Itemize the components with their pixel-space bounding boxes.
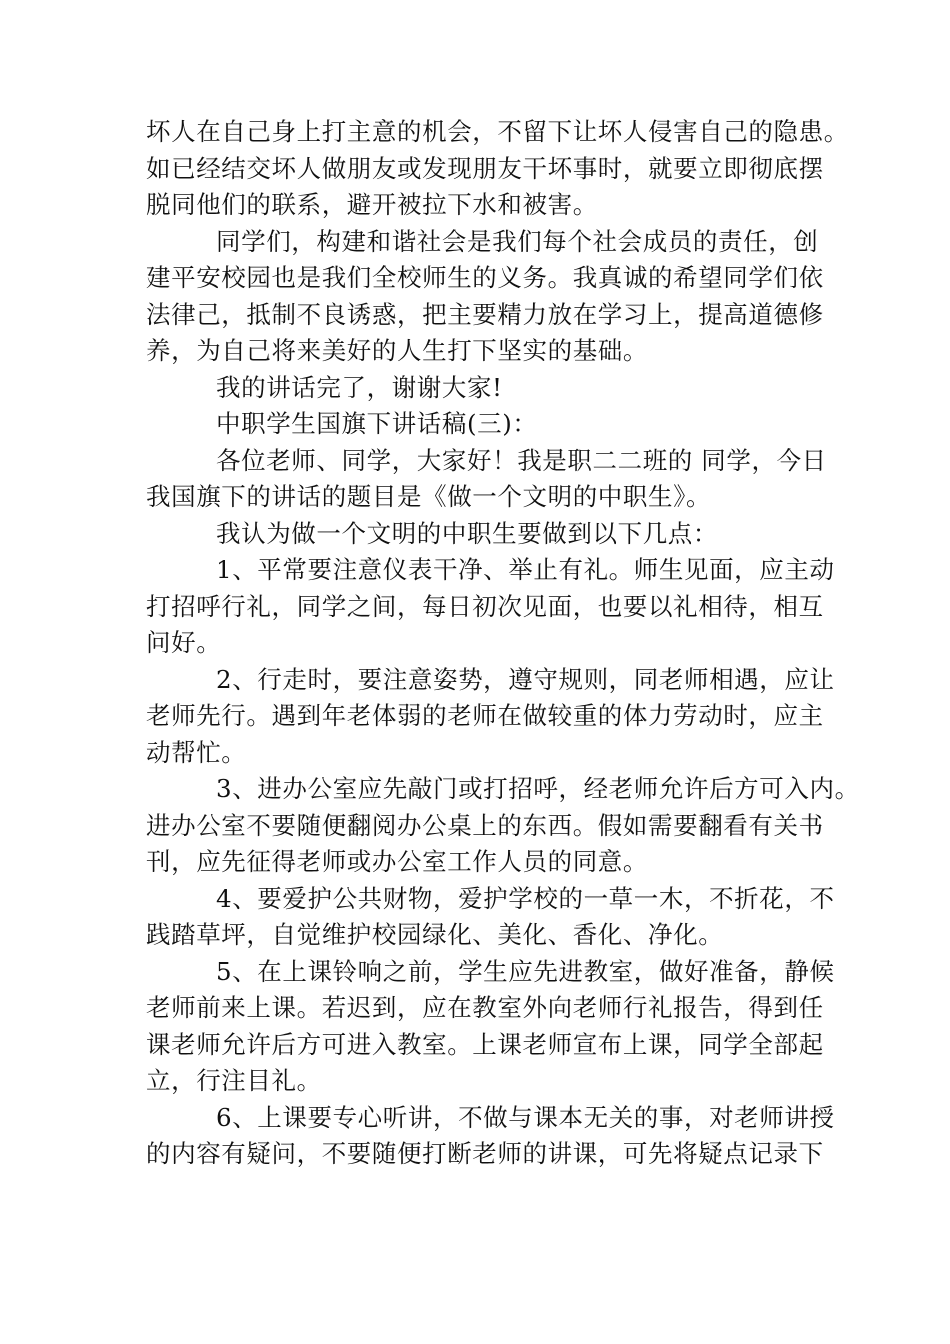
text-line: 问好。 bbox=[146, 628, 222, 657]
text-line: 的内容有疑问，不要随便打断老师的讲课，可先将疑点记录下 bbox=[146, 1139, 824, 1168]
text-line: 如已经结交坏人做朋友或发现朋友干坏事时，就要立即彻底摆 bbox=[146, 153, 824, 183]
text-line: 法律己，抵制不良诱惑，把主要精力放在学习上，提高道德修 bbox=[146, 299, 824, 329]
text-line: 5、在上课铃响之前，学生应先进教室，做好准备，静候 bbox=[216, 956, 835, 986]
paragraph bbox=[146, 552, 835, 662]
paragraph bbox=[146, 1100, 835, 1173]
text-line: 各位老师、同学，大家好！我是职二二班的 同学，今日 bbox=[216, 445, 827, 475]
text-line: 打招呼行礼，同学之间，每日初次见面，也要以礼相待，相互 bbox=[146, 591, 824, 621]
document-page bbox=[146, 114, 860, 1173]
text-line: 立，行注目礼。 bbox=[146, 1066, 322, 1095]
paragraph bbox=[146, 771, 860, 881]
paragraph bbox=[146, 406, 806, 443]
paragraph bbox=[146, 954, 835, 1100]
text-line: 坏人在自己身上打主意的机会，不留下让坏人侵害自己的隐患。 bbox=[146, 117, 849, 146]
text-line: 4、要爱护公共财物，爱护学校的一草一木，不折花，不 bbox=[216, 883, 835, 913]
paragraph bbox=[146, 224, 824, 370]
text-line: 进办公室不要随便翻阅办公桌上的东西。假如需要翻看有关书 bbox=[146, 810, 824, 840]
paragraph bbox=[146, 662, 835, 772]
paragraph bbox=[146, 881, 835, 954]
text-line: 老师先行。遇到年老体弱的老师在做较重的体力劳动时，应主 bbox=[146, 701, 824, 730]
text-line: 我认为做一个文明的中职生要做到以下几点： bbox=[216, 518, 718, 548]
paragraph bbox=[146, 114, 849, 224]
text-line: 动帮忙。 bbox=[146, 737, 247, 767]
text-line: 践踏草坪，自觉维护校园绿化、美化、香化、净化。 bbox=[146, 920, 724, 949]
text-line: 养，为自己将来美好的人生打下坚实的基础。 bbox=[146, 336, 648, 365]
paragraph bbox=[146, 370, 806, 407]
text-line: 老师前来上课。若迟到，应在教室外向老师行礼报告，得到任 bbox=[146, 993, 824, 1022]
text-line: 6、上课要专心听讲，不做与课本无关的事，对老师讲授 bbox=[216, 1102, 835, 1132]
section-heading: 中职学生国旗下讲话稿(三)： bbox=[216, 409, 538, 438]
paragraph bbox=[146, 443, 827, 516]
text-line: 刊，应先征得老师或办公室工作人员的同意。 bbox=[146, 847, 648, 876]
text-line: 课老师允许后方可进入教室。上课老师宣布上课，同学全部起 bbox=[146, 1029, 824, 1059]
paragraph bbox=[146, 516, 806, 553]
text-line: 1、平常要注意仪表干净、举止有礼。师生见面，应主动 bbox=[216, 555, 835, 584]
text-line: 脱同他们的联系，避开被拉下水和被害。 bbox=[146, 190, 598, 219]
text-line: 我的讲话完了，谢谢大家! bbox=[216, 372, 503, 402]
text-line: 2、行走时，要注意姿势，遵守规则，同老师相遇，应让 bbox=[216, 664, 835, 694]
text-line: 我国旗下的讲话的题目是《做一个文明的中职生》。 bbox=[146, 482, 712, 511]
text-line: 建平安校园也是我们全校师生的义务。我真诚的希望同学们依 bbox=[146, 263, 824, 292]
text-line: 3、进办公室应先敲门或打招呼，经老师允许后方可入内。 bbox=[216, 774, 860, 803]
text-line: 同学们，构建和谐社会是我们每个社会成员的责任，创 bbox=[216, 226, 819, 256]
